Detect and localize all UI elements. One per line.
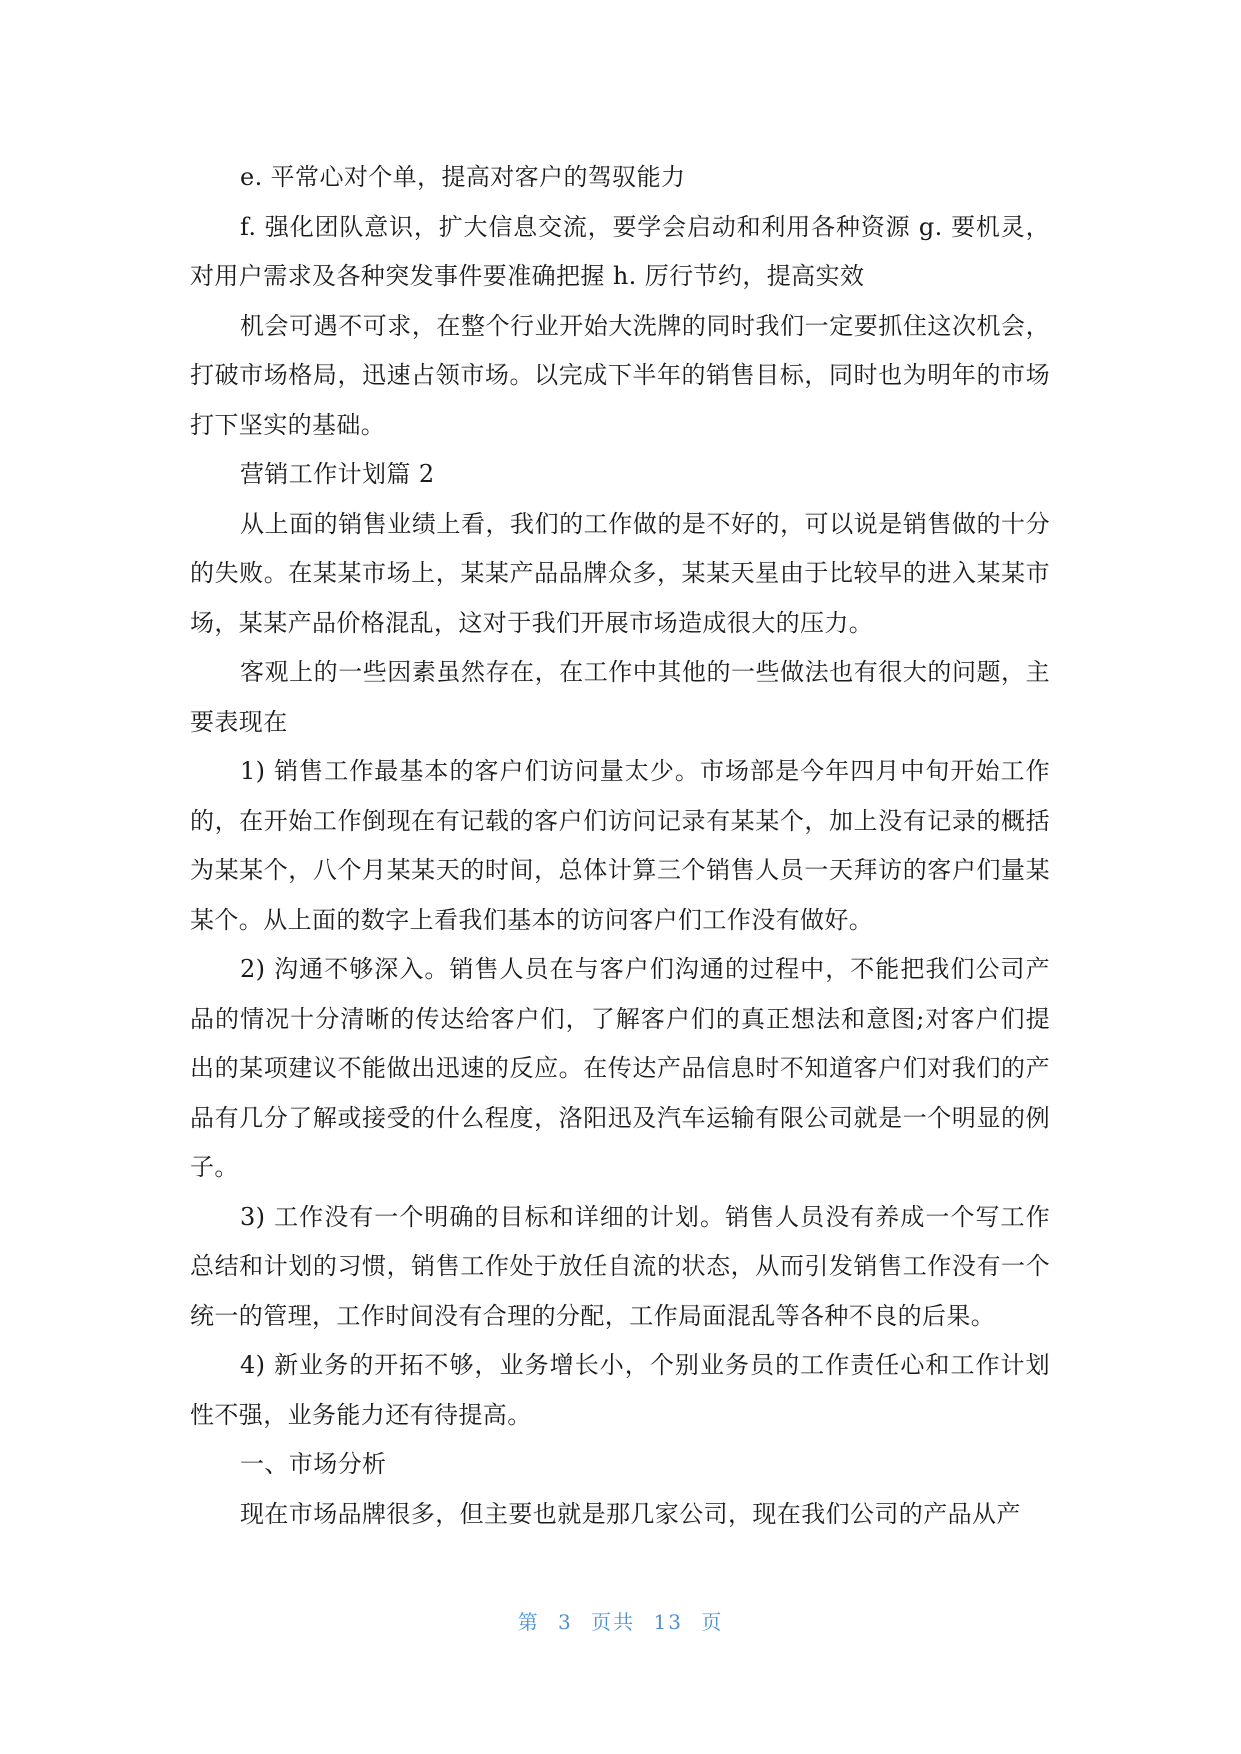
- footer-total-pages: 13: [653, 1610, 683, 1634]
- section-heading-market-analysis: 一、市场分析: [240, 1450, 387, 1478]
- paragraph-item-e: e. 平常心对个单，提高对客户的驾驭能力: [240, 163, 686, 191]
- paragraph-objective-factors: 客观上的一些因素虽然存在，在工作中其他的一些做法也有很大的问题，主要表现在: [190, 658, 1050, 736]
- list-item-1: 1) 销售工作最基本的客户们访问量太少。市场部是今年四月中旬开始工作的，在开始工作倒现在有记载的客户们访问记录有某某个，加上没有记录的概括为某某个，八个月某某天的时间，总体计算三个销售人员一天拜访的客户们量某某个。从上面的数字上看我们基本的访问客户们工作没有做好。: [190, 757, 1050, 934]
- list-item-2: 2) 沟通不够深入。销售人员在与客户们沟通的过程中，不能把我们公司产品的情况十分清晰的传达给客户们，了解客户们的真正想法和意图;对客户们提出的某项建议不能做出迅速的反应。在传达产品信息时不知道客户们对我们的产品有几分了解或接受的什么程度，洛阳迅及汽车运输有限公司就是一个明显的例子。: [190, 955, 1050, 1181]
- footer-current-page: 3: [558, 1610, 573, 1634]
- paragraph-sales-results: 从上面的销售业绩上看，我们的工作做的是不好的，可以说是销售做的十分的失败。在某某市场上，某某产品品牌众多，某某天星由于比较早的进入某某市场，某某产品价格混乱，这对于我们开展市场造成很大的压力。: [190, 509, 1050, 637]
- section-heading-plan-2: 营销工作计划篇 2: [240, 460, 435, 488]
- footer-middle: 页共: [591, 1610, 636, 1634]
- paragraph-item-f-g-h: f. 强化团队意识，扩大信息交流，要学会启动和利用各种资源 g. 要机灵，对用户需求及各种突发事件要准确把握 h. 厉行节约，提高实效: [190, 212, 1050, 290]
- list-item-4: 4) 新业务的开拓不够，业务增长小，个别业务员的工作责任心和工作计划性不强，业务能力还有待提高。: [190, 1351, 1050, 1429]
- document-body: [190, 153, 1050, 1539]
- paragraph-opportunity: 机会可遇不可求，在整个行业开始大洗牌的同时我们一定要抓住这次机会，打破市场格局，迅速占领市场。以完成下半年的销售目标，同时也为明年的市场打下坚实的基础。: [190, 311, 1050, 439]
- list-item-3: 3) 工作没有一个明确的目标和详细的计划。销售人员没有养成一个写工作总结和计划的习惯，销售工作处于放任自流的状态，从而引发销售工作没有一个统一的管理，工作时间没有合理的分配，工作局面混乱等各种不良的后果。: [190, 1202, 1050, 1330]
- page-footer: [0, 1606, 1241, 1635]
- footer-prefix: 第: [517, 1610, 540, 1634]
- paragraph-market: 现在市场品牌很多，但主要也就是那几家公司，现在我们公司的产品从产: [240, 1499, 1021, 1528]
- footer-suffix: 页: [701, 1610, 724, 1634]
